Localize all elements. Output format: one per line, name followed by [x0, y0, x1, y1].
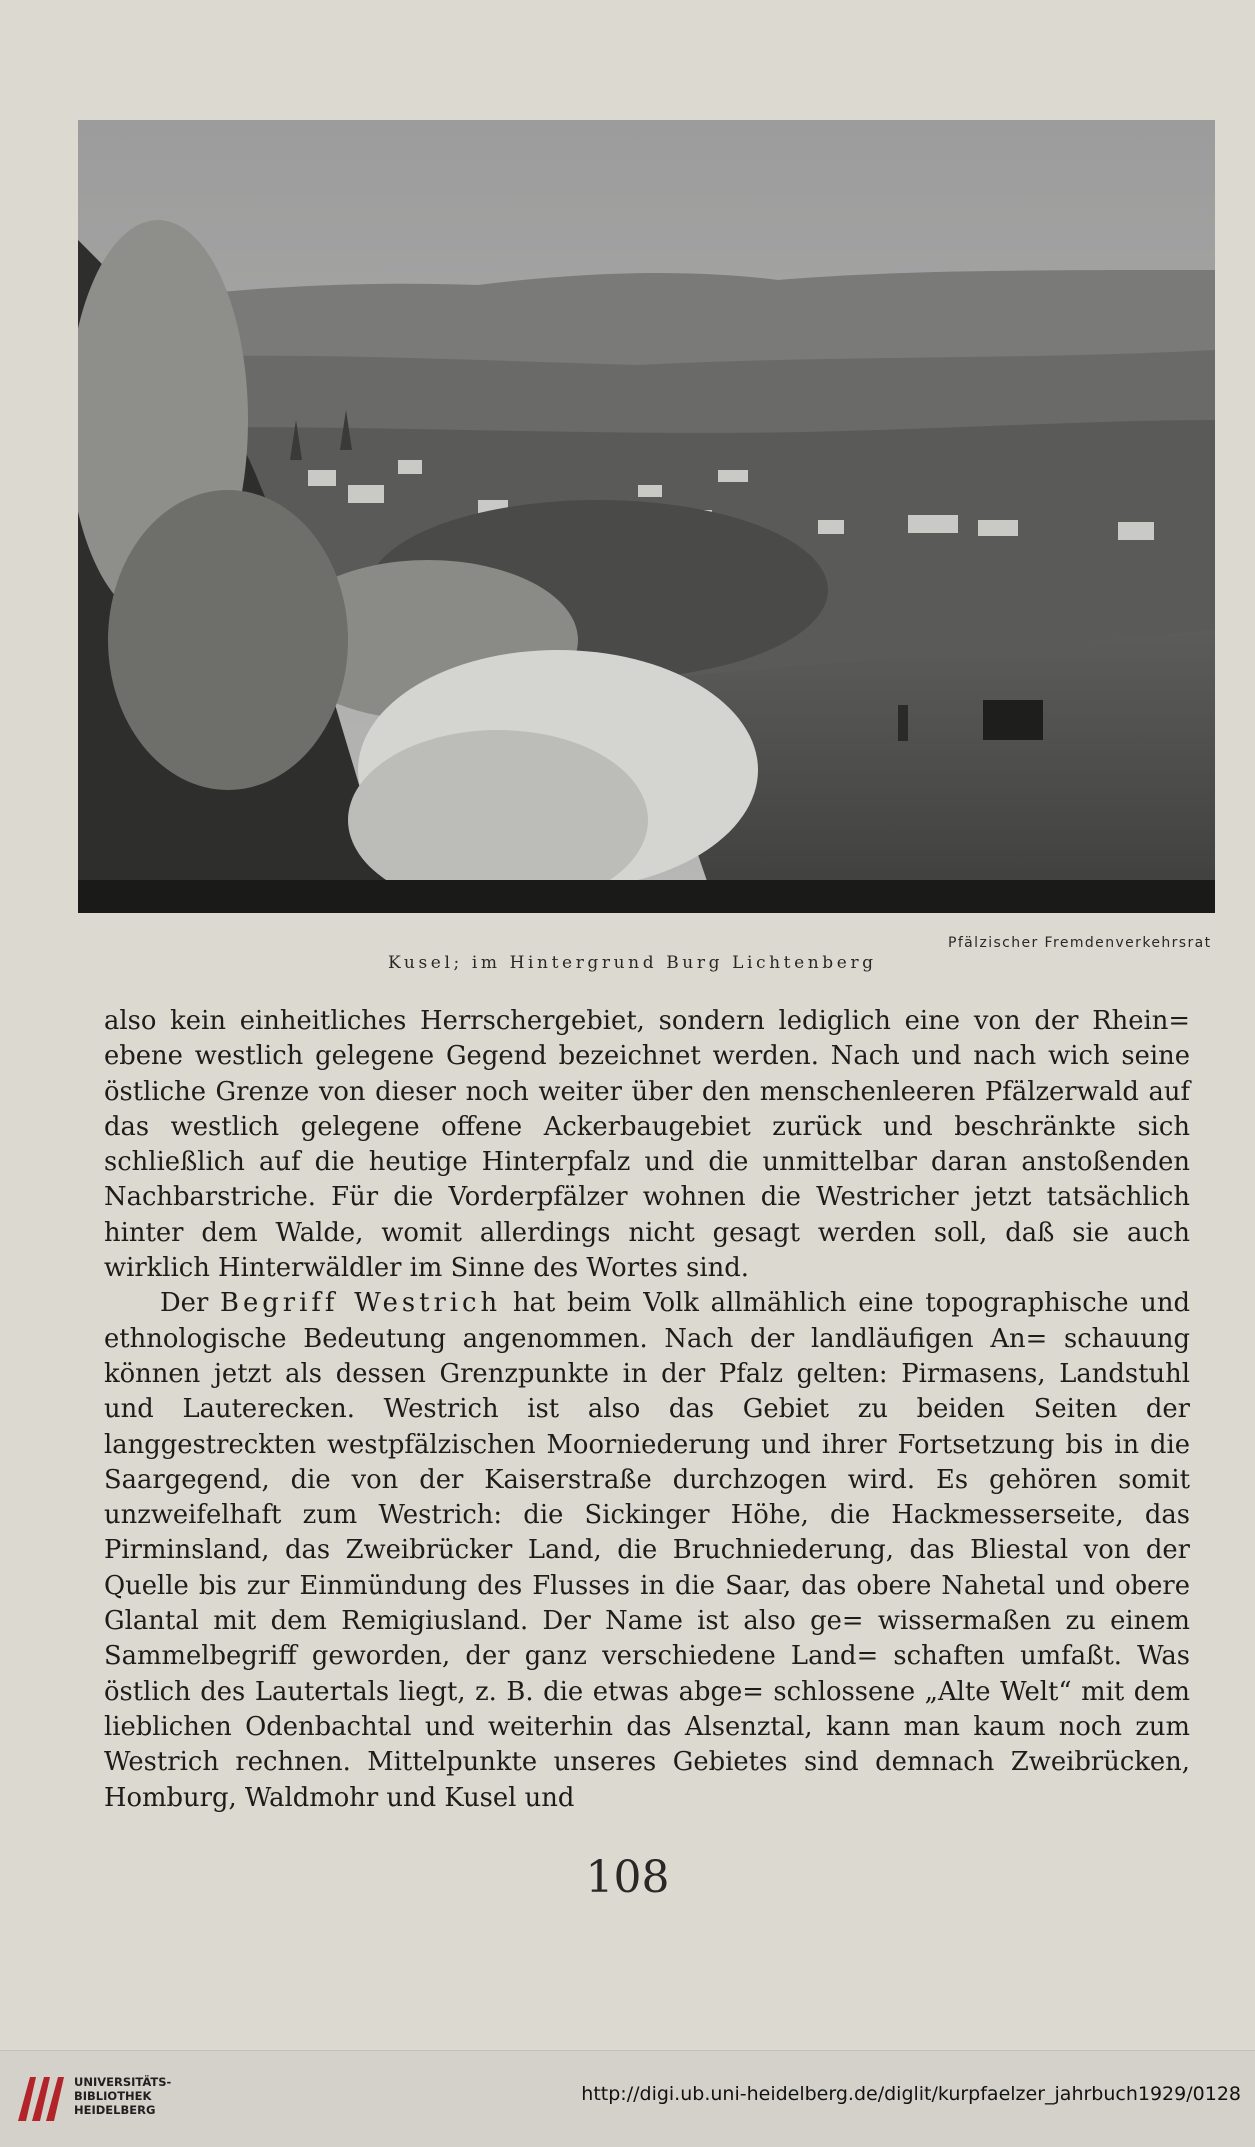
paragraph-1: also kein einheitliches Herrschergebiet, sondern lediglich eine von der Rhein= ebene westlich gelegene Gegend bezeichnet werden. Nach und nach wich seine östliche Grenze von dieser noch weiter über den menschenleeren Pfälzerwald auf das westlich gelegene offene Ackerbaugebiet zurück und beschränkte sich schließlich auf die heutige Hinterpfalz und die unmittelbar daran anstoßenden Nachbarstriche. Für die Vorderpfälzer wohnen die Westricher jetzt tatsächlich hinter dem Walde, womit allerdings nicht gesagt werden soll, daß sie auch wirklich Hinterwäldler im Sinne des Wortes sind.: [104, 1006, 1190, 1284]
photo-illustration: [78, 120, 1215, 913]
page-number: 108: [585, 1852, 670, 1903]
emphasized-term: Begriff Westrich: [220, 1288, 502, 1319]
paragraph-2-rest: hat beim Volk allmählich eine topographische und ethnologische Bedeutung angenommen. Nach der landläufigen An= schauung können jetzt als dessen Grenzpunkte in der Pfalz gelten: Pirmasens, Landstuhl und Lauterecken. Westrich ist also das Gebiet zu beiden Seiten der langgestreckten westpfälzischen Moorniederung und ihrer Fortsetzung bis in die Saargegend, die von der Kaiserstraße durchzogen wird. Es gehören somit unzweifelhaft zum Westrich: die Sickinger Höhe, die Hackmesserseite, das Pirminsland, das Zweibrücker Land, die Bruchniederung, das Bliestal von der Quelle bis zur Einmündung des Flusses in die Saar, das obere Nahetal und obere Glantal mit dem Remigiusland. Der Name ist also ge= wissermaßen zu einem Sammelbegriff geworden, der ganz verschiedene Land= schaften umfaßt. Was östlich des Lautertals liegt, z. B. die etwas abge= schlossene „Alte Welt“ mit dem lieblichen Odenbachtal und weiterhin das Alsenztal, kann man kaum noch zum Westrich rechnen. Mittelpunkte unseres Gebietes sind demnach Zweibrücken, Homburg, Waldmohr und Kusel und: [104, 1288, 1191, 1813]
paragraph-2: [104, 1286, 1190, 1815]
library-name-line-1: UNIVERSITÄTS-: [74, 2075, 172, 2089]
photo-caption: Kusel; im Hintergrund Burg Lichtenberg: [388, 953, 877, 973]
library-name-line-3: HEIDELBERG: [74, 2103, 156, 2117]
viewer-footer: [0, 2050, 1255, 2147]
paragraph-2-lead: Der: [160, 1288, 209, 1319]
library-name-line-2: BIBLIOTHEK: [74, 2089, 152, 2103]
library-name[interactable]: [74, 2075, 171, 2117]
permalink-url[interactable]: http://digi.ub.uni-heidelberg.de/diglit/kurpfaelzer_jahrbuch1929/0128: [581, 2083, 1241, 2105]
body-text: [104, 1004, 1190, 1816]
landscape-photo: [78, 120, 1215, 913]
photo-credit: Pfälzischer Fremdenverkehrsrat: [948, 935, 1212, 951]
library-logo-icon[interactable]: [12, 2069, 66, 2129]
